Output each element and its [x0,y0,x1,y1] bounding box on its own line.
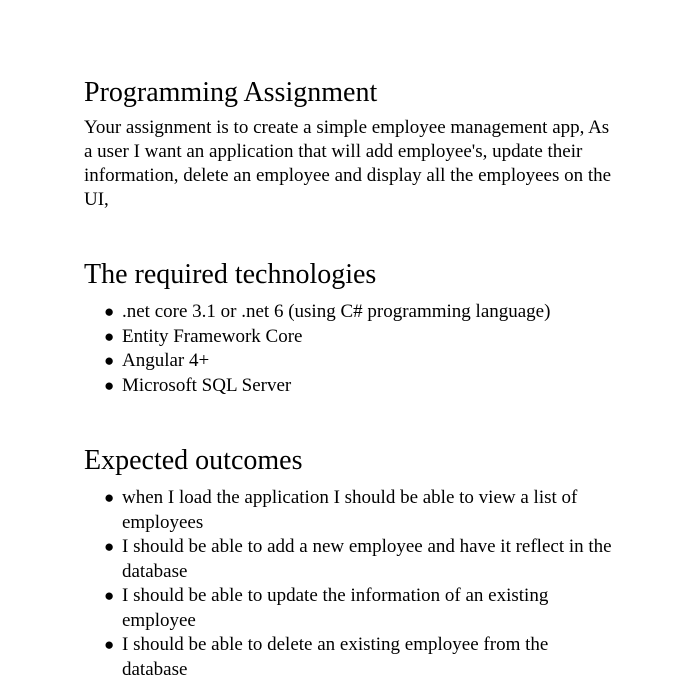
list-item-text: I should be able to update the information of an existing employee [122,585,549,631]
bullet-icon: ● [104,488,115,507]
list-item [104,300,614,325]
list-item [104,633,614,682]
list-item-text: .net core 3.1 or .net 6 (using C# programming language) [122,301,551,322]
bullet-icon: ● [104,586,115,605]
document-page [84,76,614,682]
bullet-icon: ● [104,326,115,346]
list-item-text: I should be able to add a new employee and have it reflect in the database [122,536,612,582]
list-item [104,374,614,399]
technologies-heading: The required technologies [84,259,377,290]
list-item-text: Microsoft SQL Server [122,374,292,396]
list-item [104,486,614,535]
list-item-text: Entity Framework Core [122,325,303,347]
list-item [104,584,614,633]
list-item-text: when I load the application I should be able to view a list of employees [122,487,578,533]
assignment-intro: Your assignment is to create a simple employee management app, As a user I want an application that will add employee's, update their information, delete an employee and display all the employees on the UI, [84,117,612,210]
outcomes-list [84,486,614,682]
bullet-icon: ● [104,537,115,556]
technologies-section [84,258,614,398]
list-item [104,325,614,350]
list-item-text: Angular 4+ [122,350,210,371]
page-title: Programming Assignment [84,77,378,108]
list-item-text: I should be able to delete an existing employee from the database [122,634,549,680]
bullet-icon: ● [104,635,115,654]
list-item [104,349,614,374]
bullet-icon: ● [104,302,115,321]
technologies-list [84,300,614,398]
list-item [104,535,614,584]
outcomes-section [84,444,614,682]
bullet-icon: ● [104,375,115,395]
bullet-icon: ● [104,351,115,370]
outcomes-heading: Expected outcomes [84,445,303,476]
